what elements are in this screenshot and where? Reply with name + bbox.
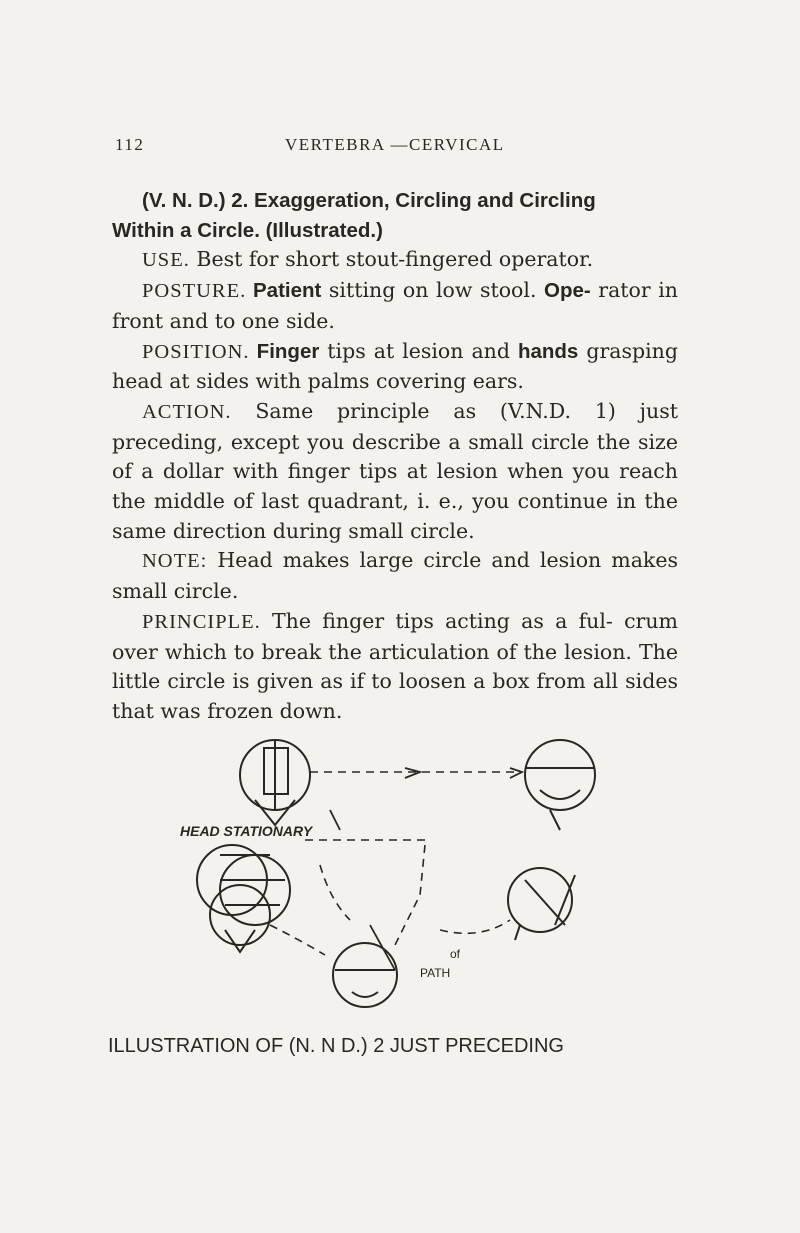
page-header (115, 135, 675, 161)
section-title-line-1: (V. N. D.) 2. Exaggeration, Circling and Circling (142, 189, 596, 212)
illustration (180, 730, 630, 1030)
paragraph-bold-text: Finger (249, 339, 320, 363)
paragraph-label: NOTE: (142, 550, 208, 573)
paragraph-posture (112, 276, 678, 336)
paragraph-label: ACTION. (142, 400, 232, 423)
paragraph-bold-text-2: hands (517, 339, 579, 363)
paragraph-text: Head makes large circle and lesion makes small circle. (112, 548, 678, 604)
paragraph-text: Best for short stout-fingered operator. (189, 247, 594, 272)
paragraph-text: sitting on low stool. (321, 278, 545, 303)
paragraph-text-2: rator in front and to one side. (112, 278, 678, 333)
figure-label-path: PATH (420, 966, 451, 980)
section-title (112, 186, 678, 245)
paragraph-text: Same principle as (V.N.D. 1) just preceding, except you describe a small circle the size of a dollar with finger tips at lesion when you reach the middle of last quadrant, i. e., you continue in the same direction during small circle. (112, 398, 678, 543)
figure-label-head-stationary: HEAD STATIONARY (180, 823, 313, 839)
paragraph-principle (112, 607, 678, 727)
page-number: 112 (115, 135, 145, 154)
figure-caption: ILLUSTRATION OF (N. N D.) 2 JUST PRECEDING (108, 1035, 564, 1057)
paragraph-use (112, 245, 678, 276)
paragraph-bold-text-2: Ope- (544, 279, 591, 303)
paragraph-label: PRINCIPLE. (142, 610, 261, 633)
paragraph-action (112, 397, 678, 547)
figure-label-of: of (450, 947, 461, 961)
paragraph-text: The finger tips acting as a ful- crum over which to break the articulation of the lesion. The little circle is given as if to loosen a box from all sides that was frozen down. (112, 608, 678, 723)
paragraph-text: tips at lesion and (319, 338, 518, 363)
page-body (112, 186, 678, 727)
paragraph-label: POSTURE. (142, 280, 247, 303)
section-title-line-2: Within a Circle. (Illustrated.) (112, 218, 383, 242)
paragraph-label: POSITION. (142, 340, 250, 363)
paragraph-label: USE. (142, 249, 190, 272)
paragraph-note (112, 546, 678, 606)
illustration-drawing (180, 730, 630, 1030)
paragraph-bold-text: Patient (246, 279, 322, 303)
paragraph-text-2: grasping head at sides with palms covering ears. (112, 338, 678, 394)
paragraph-position (112, 337, 678, 397)
running-title: VERTEBRA —CERVICAL (285, 135, 505, 154)
